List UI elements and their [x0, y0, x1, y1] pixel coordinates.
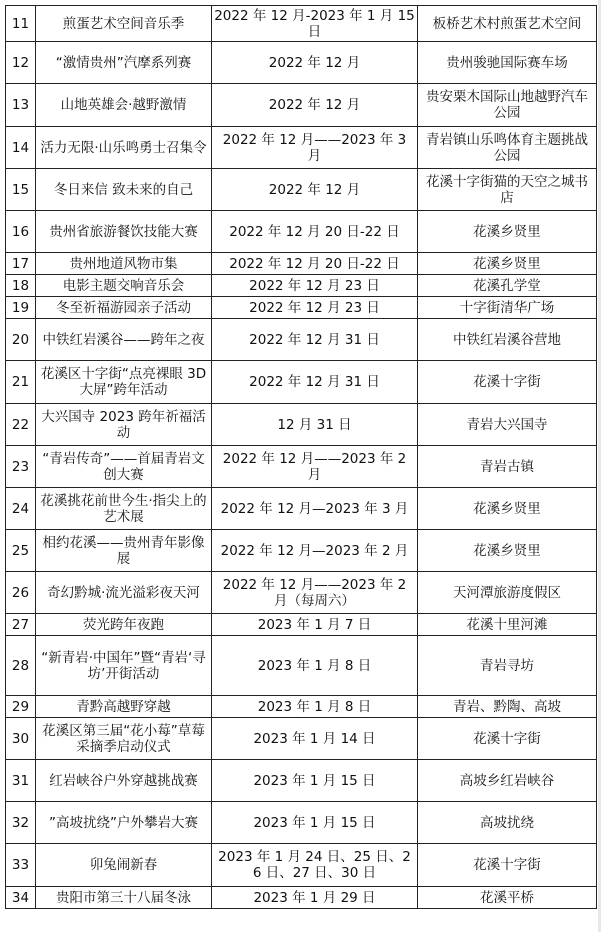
event-venue: 高坡乡红岩峡谷 — [418, 760, 597, 802]
event-venue: 十字街清华广场 — [418, 297, 597, 319]
event-date: 2022 年 12 月 — [212, 169, 418, 211]
event-date: 2023 年 1 月 7 日 — [212, 614, 418, 636]
table-row — [6, 572, 597, 614]
table-row — [6, 636, 597, 696]
table-row — [6, 84, 597, 127]
event-venue: 青岩寻坊 — [418, 636, 597, 696]
event-date: 2022 年 12 月 23 日 — [212, 297, 418, 319]
row-number: 26 — [6, 572, 36, 614]
row-number: 11 — [6, 6, 36, 42]
event-venue: 花溪平桥 — [418, 887, 597, 909]
event-venue: 花溪十里河滩 — [418, 614, 597, 636]
row-number: 30 — [6, 718, 36, 760]
table-row — [6, 297, 597, 319]
event-venue: 中铁红岩溪谷营地 — [418, 319, 597, 361]
table-row — [6, 361, 597, 404]
row-number: 31 — [6, 760, 36, 802]
table-row — [6, 760, 597, 802]
row-number: 22 — [6, 404, 36, 446]
event-venue: 青岩古镇 — [418, 446, 597, 488]
event-venue: 花溪十字街 — [418, 361, 597, 404]
event-name: 红岩峡谷户外穿越挑战赛 — [36, 760, 212, 802]
event-date: 2023 年 1 月 24 日、25 日、26 日、27 日、30 日 — [212, 844, 418, 887]
event-venue: 花溪十字街 — [418, 718, 597, 760]
row-number: 12 — [6, 42, 36, 84]
row-number: 19 — [6, 297, 36, 319]
row-number: 13 — [6, 84, 36, 127]
row-number: 33 — [6, 844, 36, 887]
event-date: 2022 年 12 月——2023 年 2 月 — [212, 446, 418, 488]
row-number: 20 — [6, 319, 36, 361]
event-date: 2022 年 12 月—2023 年 3 月 — [212, 488, 418, 530]
row-number: 25 — [6, 530, 36, 572]
event-name: 活力无限·山乐鸣勇士召集令 — [36, 127, 212, 169]
event-name: ”高坡扰绕”户外攀岩大赛 — [36, 802, 212, 844]
event-date: 2022 年 12 月—2023 年 2 月 — [212, 530, 418, 572]
table-row — [6, 253, 597, 275]
row-number: 15 — [6, 169, 36, 211]
event-date: 2023 年 1 月 8 日 — [212, 696, 418, 718]
row-number: 32 — [6, 802, 36, 844]
row-number: 21 — [6, 361, 36, 404]
table-row — [6, 696, 597, 718]
event-venue: 天河潭旅游度假区 — [418, 572, 597, 614]
table-row — [6, 844, 597, 887]
event-venue: 青岩大兴国寺 — [418, 404, 597, 446]
event-date: 2022 年 12 月 — [212, 42, 418, 84]
event-name: 花溪区第三届“花小莓”草莓采摘季启动仪式 — [36, 718, 212, 760]
row-number: 29 — [6, 696, 36, 718]
event-name: 煎蛋艺术空间音乐季 — [36, 6, 212, 42]
row-number: 18 — [6, 275, 36, 297]
event-date: 12 月 31 日 — [212, 404, 418, 446]
event-name: 青黔高越野穿越 — [36, 696, 212, 718]
event-venue: 青岩、黔陶、高坡 — [418, 696, 597, 718]
row-number: 23 — [6, 446, 36, 488]
event-name: 山地英雄会·越野激情 — [36, 84, 212, 127]
event-venue: 花溪十字街猫的天空之城书店 — [418, 169, 597, 211]
event-venue: 花溪乡贤里 — [418, 530, 597, 572]
event-name: 冬日来信 致未来的自己 — [36, 169, 212, 211]
event-name: “激情贵州”汽摩系列赛 — [36, 42, 212, 84]
row-number: 16 — [6, 211, 36, 253]
event-date: 2023 年 1 月 29 日 — [212, 887, 418, 909]
event-name: 冬至祈福游园亲子活动 — [36, 297, 212, 319]
event-name: 花溪区十字街“点亮裸眼 3D 大屏”跨年活动 — [36, 361, 212, 404]
event-venue: 花溪乡贤里 — [418, 488, 597, 530]
row-number: 17 — [6, 253, 36, 275]
table-row — [6, 802, 597, 844]
event-date: 2023 年 1 月 14 日 — [212, 718, 418, 760]
table-row — [6, 127, 597, 169]
table-row — [6, 530, 597, 572]
table-row — [6, 718, 597, 760]
event-name: 花溪挑花前世今生·指尖上的艺术展 — [36, 488, 212, 530]
row-number: 24 — [6, 488, 36, 530]
event-name: “新青岩·中国年”暨“青岩‘寻坊’开街活动 — [36, 636, 212, 696]
row-number: 34 — [6, 887, 36, 909]
table-row — [6, 887, 597, 909]
table-row — [6, 488, 597, 530]
event-date: 2022 年 12 月——2023 年 2 月（每周六） — [212, 572, 418, 614]
table-row — [6, 42, 597, 84]
event-venue: 花溪乡贤里 — [418, 253, 597, 275]
row-number: 27 — [6, 614, 36, 636]
event-name: 大兴国寺 2023 跨年祈福活动 — [36, 404, 212, 446]
event-date: 2022 年 12 月 23 日 — [212, 275, 418, 297]
event-date: 2022 年 12 月 — [212, 84, 418, 127]
event-date: 2022 年 12 月 31 日 — [212, 319, 418, 361]
event-date: 2022 年 12 月 20 日-22 日 — [212, 211, 418, 253]
row-number: 14 — [6, 127, 36, 169]
table-row — [6, 211, 597, 253]
event-venue: 青岩镇山乐鸣体育主题挑战公园 — [418, 127, 597, 169]
event-date: 2022 年 12 月 20 日-22 日 — [212, 253, 418, 275]
event-venue: 板桥艺术村煎蛋艺术空间 — [418, 6, 597, 42]
event-date: 2023 年 1 月 15 日 — [212, 760, 418, 802]
event-name: 荧光跨年夜跑 — [36, 614, 212, 636]
event-name: 卯兔闹新春 — [36, 844, 212, 887]
table-row — [6, 614, 597, 636]
event-name: 电影主题交响音乐会 — [36, 275, 212, 297]
events-table — [5, 5, 597, 909]
event-name: 贵州省旅游餐饮技能大赛 — [36, 211, 212, 253]
event-venue: 花溪十字街 — [418, 844, 597, 887]
row-number: 28 — [6, 636, 36, 696]
event-date: 2022 年 12 月 31 日 — [212, 361, 418, 404]
table-row — [6, 319, 597, 361]
event-name: 相约花溪——贵州青年影像展 — [36, 530, 212, 572]
document-page — [5, 5, 596, 909]
table-row — [6, 275, 597, 297]
table-row — [6, 446, 597, 488]
event-venue: 花溪孔学堂 — [418, 275, 597, 297]
event-date: 2022 年 12 月-2023 年 1 月 15 日 — [212, 6, 418, 42]
table-row — [6, 404, 597, 446]
event-name: “青岩传奇”——首届青岩文创大赛 — [36, 446, 212, 488]
event-name: 奇幻黔城·流光溢彩夜天河 — [36, 572, 212, 614]
event-venue: 高坡扰绕 — [418, 802, 597, 844]
event-date: 2023 年 1 月 8 日 — [212, 636, 418, 696]
event-name: 贵州地道风物市集 — [36, 253, 212, 275]
table-row — [6, 169, 597, 211]
event-date: 2022 年 12 月——2023 年 3 月 — [212, 127, 418, 169]
event-venue: 贵安栗木国际山地越野汽车公园 — [418, 84, 597, 127]
event-name: 中铁红岩溪谷——跨年之夜 — [36, 319, 212, 361]
event-name: 贵阳市第三十八届冬泳 — [36, 887, 212, 909]
event-date: 2023 年 1 月 15 日 — [212, 802, 418, 844]
table-row — [6, 6, 597, 42]
event-venue: 贵州骏驰国际赛车场 — [418, 42, 597, 84]
event-venue: 花溪乡贤里 — [418, 211, 597, 253]
